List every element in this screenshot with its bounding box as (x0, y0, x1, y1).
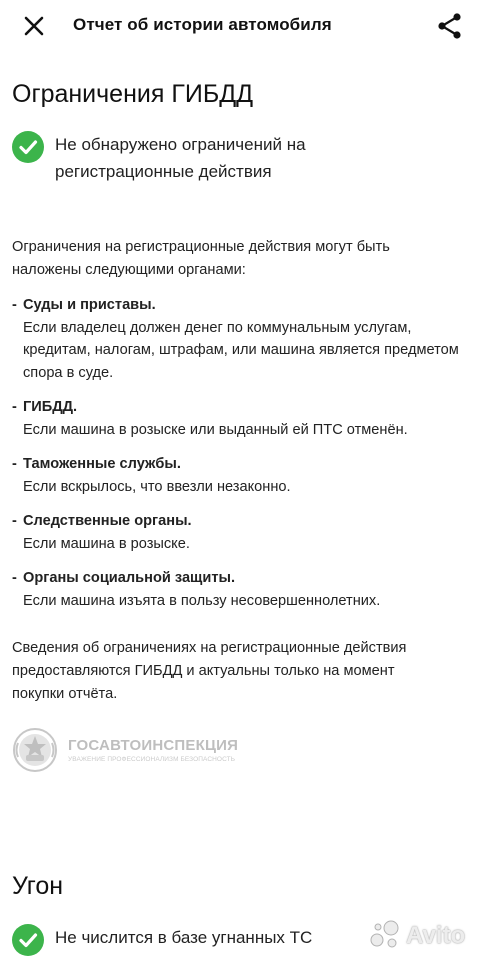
top-bar (0, 0, 478, 56)
police-emblem-icon (12, 727, 58, 773)
logo-name: ГОСАВТОИНСПЕКЦИЯ (68, 737, 239, 754)
item-description: Если вскрылось, что ввезли незаконно. (23, 478, 291, 495)
item-description: Если машина в розыске. (23, 535, 190, 552)
item-title: Суды и приставы. (23, 297, 156, 313)
list-dash: - (12, 297, 17, 313)
item-title: Следственные органы. (23, 513, 192, 529)
logo-slogan: УВАЖЕНИЕ ПРОФЕССИОНАЛИЗМ БЕЗОПАСНОСТЬ (68, 756, 236, 763)
item-title: Органы социальной защиты. (23, 570, 236, 586)
item-description: Если владелец должен денег по коммунальным услугам, кредитам, налогам, штрафам, или машина является предметом спора в суде. (23, 319, 459, 381)
list-item (12, 294, 462, 384)
item-title: ГИБДД. (23, 399, 78, 415)
share-icon[interactable] (436, 11, 464, 41)
list-dash: - (12, 570, 17, 586)
gosavtoinspektsiya-logo (12, 727, 238, 773)
list-dash: - (12, 513, 17, 529)
status-text: Не обнаружено ограничений на регистрационные действия (55, 135, 306, 181)
status-text: Не числится в базе угнанных ТС (55, 928, 313, 947)
page-title: Отчет об истории автомобиля (73, 15, 332, 34)
list-item (12, 567, 462, 612)
item-description: Если машина в розыске или выданный ей ПТС отменён. (23, 421, 408, 438)
item-title: Таможенные службы. (23, 456, 181, 472)
gibdd-status (12, 131, 355, 185)
restrictions-intro: Ограничения на регистрационные действия могут быть наложены следующими органами: (12, 239, 390, 278)
check-circle-icon (12, 131, 44, 163)
watermark-text: Avito (406, 922, 466, 949)
restrictions-footer: Сведения об ограничениях на регистрационные действия предоставляются ГИБДД и актуальны только на момент покупки отчёта. (12, 640, 407, 702)
list-item (12, 396, 462, 441)
item-description: Если машина изъята в пользу несовершеннолетних. (23, 592, 381, 609)
list-dash: - (12, 456, 17, 472)
list-item (12, 453, 462, 498)
list-dash: - (12, 399, 17, 415)
avito-logo-icon (367, 918, 403, 954)
list-item (12, 510, 462, 555)
theft-status (12, 924, 355, 956)
check-circle-icon (12, 924, 44, 956)
avito-watermark (367, 918, 465, 954)
section-title-gibdd: Ограничения ГИБДД (12, 80, 254, 108)
section-title-theft: Угон (12, 872, 64, 900)
close-icon[interactable] (20, 12, 48, 40)
